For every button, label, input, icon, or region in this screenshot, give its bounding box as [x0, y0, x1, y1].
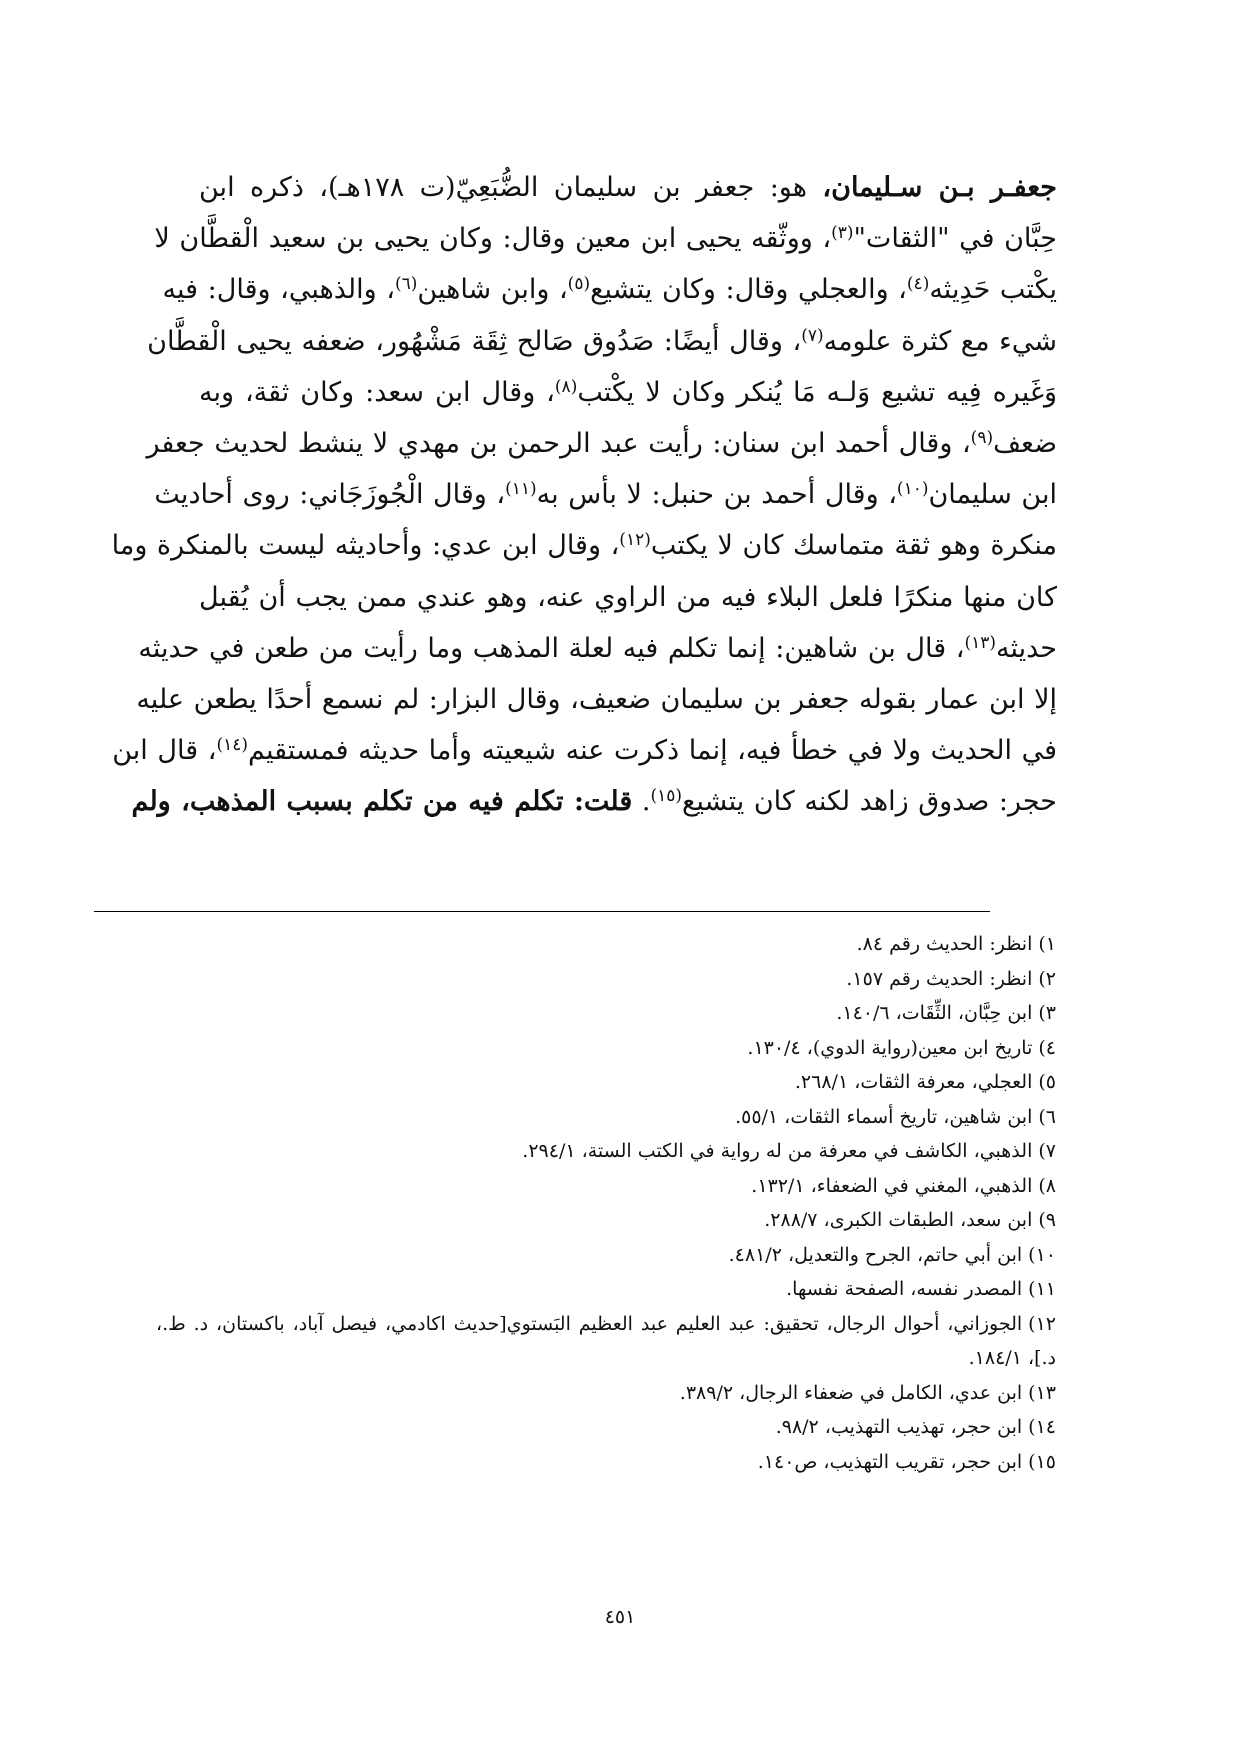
text-line-3: يكْتب حَدِيثه$^{(٤)}$، والعجلي وقال: وكان يتشيع$^{(٥)}$، وابن شاهين$^{(٦)}$، والذهبي، وقال: فيه: [162, 274, 1057, 306]
footnote-ref: (١١): [505, 479, 537, 500]
footnote-ref: (٤): [906, 274, 930, 295]
footnote-4: ٤)تاريخ ابن معين(رواية الدوي)، ١٣٠/٤.: [747, 1036, 1056, 1059]
footnote-1: ١)انظر: الحديث رقم ٨٤.: [856, 933, 1056, 955]
text-line-7: ابن سليمان$^{(١٠)}$، وقال أحمد بن حنبل: لا بأس به$^{(١١)}$، وقال الْجُوزَجَاني: روى أحاديث: [154, 479, 1057, 511]
text-line-5: وَغَيره فِيه تشيع وَلـه مَا يُنكر وكان لا يكْتب$^{(٨)}$، وقال ابن سعد: وكان ثقة، وبه: [199, 376, 1057, 408]
footnote-9: ٩)ابن سعد، الطبقات الكبرى، ٢٨٨/٧.: [764, 1209, 1056, 1231]
text-line-11: إلا ابن عمار بقوله جعفر بن سليمان ضعيف، وقال البزار: لم نسمع أحدًا يطعن عليه: [136, 684, 1057, 716]
text-line-12: في الحديث ولا في خطأ فيه، إنما ذكرت عنه شيعيته وأما حديثه فمستقيم$^{(١٤)}$، قال ابن: [112, 735, 1057, 767]
text-line-9: كان منها منكرًا فلعل البلاء فيه من الراوي عنه، وهو عندي ممن يجب أن يُقبل: [199, 581, 1057, 613]
footnote-ref: (١٠): [896, 479, 929, 500]
footnote-7: ٧)الذهبي، الكاشف في معرفة من له رواية في الكتب الستة، ٢٩٤/١.: [522, 1140, 1056, 1162]
footnote-14: ١٤)ابن حجر، تهذيب التهذيب، ٩٨/٢.: [775, 1416, 1056, 1438]
footnote-ref: (١٤): [216, 735, 248, 756]
footnote-ref: (١٥): [650, 786, 682, 807]
footnote-6: ٦)ابن شاهين، تاريخ أسماء الثقات، ٥٥/١.: [735, 1105, 1056, 1128]
footnote-separator: [94, 911, 990, 912]
footnote-3: ٣)ابن حِبَّان، الثِّقَات، ١٤٠/٦.: [836, 1002, 1056, 1024]
footnote-ref: (٥): [567, 274, 591, 295]
footnote-11: ١١)المصدر نفسه، الصفحة نفسها.: [786, 1278, 1056, 1300]
footnote-13: ١٣)ابن عدي، الكامل في ضعفاء الرجال، ٣٨٩/٢.: [679, 1381, 1056, 1404]
footnote-15: ١٥)ابن حجر، تقريب التهذيب، ص١٤٠.: [757, 1450, 1056, 1473]
footnote-ref: (٣): [831, 223, 854, 244]
footnote-12: ١٢)الجوزاني، أحوال الرجال، تحقيق: عبد العليم عبد العظيم البَستوي[حديث اكادمي، فيصل آباد، باكستان، د. ط.، د.]، ١٨٤/١.: [156, 1312, 1056, 1369]
footnote-8: ٨)الذهبي، المغني في الضعفاء، ١٣٢/١.: [751, 1174, 1056, 1197]
footnote-ref: (٦): [394, 274, 418, 295]
footnote-ref: (٨): [554, 376, 578, 397]
text-line-6: ضعف$^{(٩)}$، وقال أحمد ابن سنان: رأيت عبد الرحمن بن مهدي لا ينشط لحديث جعفر: [146, 428, 1057, 460]
footnote-ref: (٩): [970, 428, 994, 449]
page-number: ٤٥١: [604, 1606, 636, 1628]
footnote-2: ٢)انظر: الحديث رقم ١٥٧.: [846, 967, 1056, 990]
footnote-ref: (١٢): [619, 530, 651, 551]
text-line-10: حديثه$^{(١٣)}$، قال بن شاهين: إنما تكلم فيه لعلة المذهب وما رأيت من طعن في حديثه: [138, 632, 1057, 664]
text-line-1: جعفـر بـن سـليمان، هو: جعفر بن سليمان الضُّبَعِيّ(ت ١٧٨هـ)، ذكره ابن: [199, 172, 1058, 203]
text-line-4: شيء مع كثرة علومه$^{(٧)}$، وقال أيضًا: صَدُوق صَالح ثِقَة مَشْهُور، ضعفه يحيى الْقطَّان: [147, 325, 1057, 357]
footnote-ref: (٧): [801, 325, 824, 346]
main-paragraph: [111, 162, 1058, 828]
entry-heading: جعفـر بـن سـليمان،: [822, 172, 1058, 203]
footnote-5: ٥)العجلي، معرفة الثقات، ٢٦٨/١.: [794, 1071, 1056, 1093]
footnotes-list: [156, 927, 1056, 1479]
footnote-ref: (١٣): [964, 632, 996, 653]
author-comment: قلت: تكلم فيه من تكلم بسبب المذهب، ولم: [131, 786, 633, 818]
text-line-2: حِبَّان في "الثقات"$^{(٣)}$، ووثّقه يحيى ابن معين وقال: وكان يحيى بن سعيد الْقطَّان لا: [154, 223, 1057, 255]
text-line-13: حجر: صدوق زاهد لكنه كان يتشيع$^{(١٥)}$. قلت: تكلم فيه من تكلم بسبب المذهب، ولم: [131, 786, 1057, 818]
text-line-8: منكرة وهو ثقة متماسك كان لا يكتب$^{(١٢)}$، وقال ابن عدي: وأحاديثه ليست بالمنكرة وما: [111, 530, 1057, 562]
footnote-10: ١٠)ابن أبي حاتم، الجرح والتعديل، ٤٨١/٢.: [728, 1243, 1056, 1266]
